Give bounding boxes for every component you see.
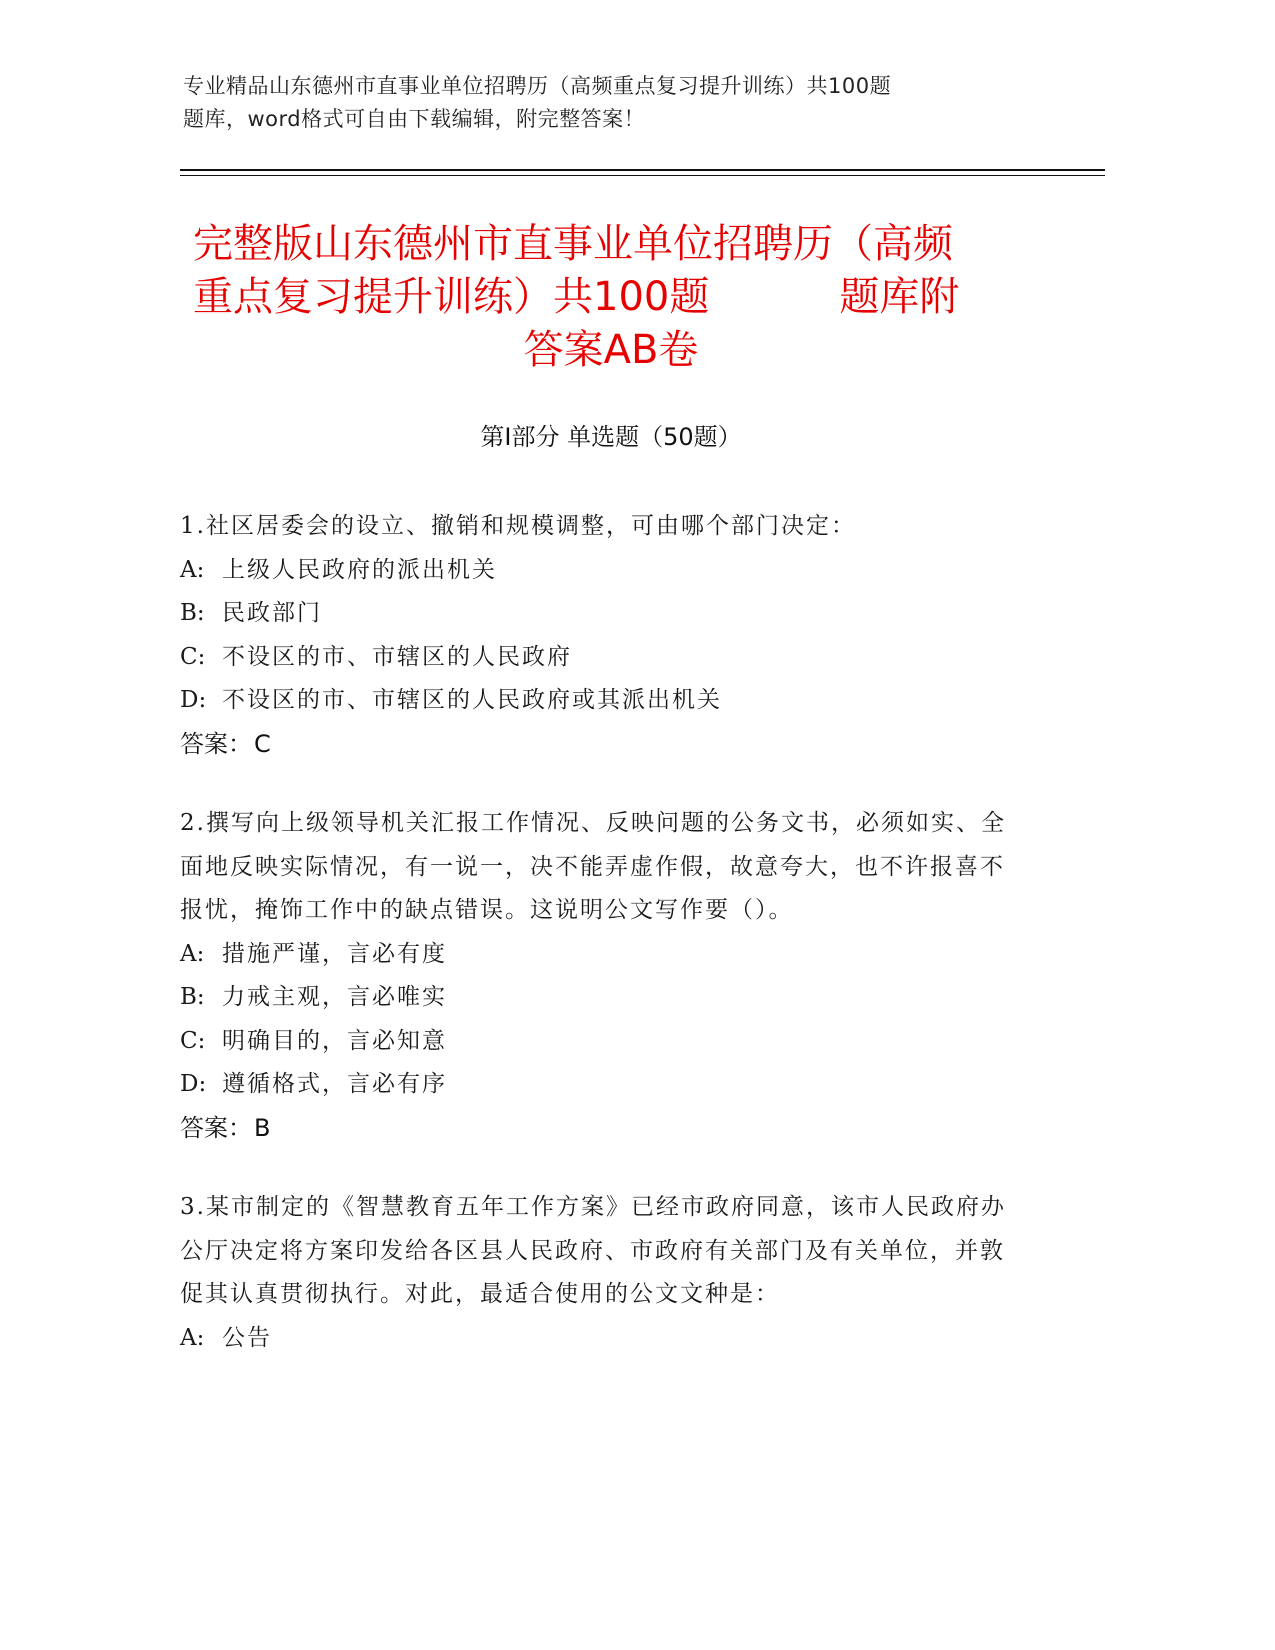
answer-value: B <box>254 1113 271 1142</box>
option-text: 措施严谨，言必有度 <box>222 940 447 967</box>
title-line-2 <box>180 271 1042 324</box>
answer-line <box>180 1107 1020 1151</box>
option-letter: D: <box>180 1071 207 1097</box>
option-c <box>180 1020 1020 1064</box>
option-text: 力戒主观，言必唯实 <box>222 984 447 1010</box>
question-1 <box>180 505 1020 766</box>
option-text: 民政部门 <box>222 600 322 626</box>
option-a <box>180 933 1020 977</box>
answer-value: C <box>254 729 271 758</box>
option-letter: A: <box>180 556 205 583</box>
option-text: 不设区的市、市辖区的人民政府 <box>222 643 572 670</box>
header-note-line-1: 专业精品山东德州市直事业单位招聘历（高频重点复习提升训练）共100题 <box>183 74 892 98</box>
question-stem: 3.某市制定的《智慧教育五年工作方案》已经市政府同意，该市人民政府办公厅决定将方案印发给各区县人民政府、市政府有关部门及有关单位，并敦促其认真贯彻执行。对此，最适合使用的公文文种是： <box>180 1194 1006 1307</box>
option-b <box>180 976 1020 1020</box>
option-letter: B: <box>180 984 205 1010</box>
section-heading: 第Ⅰ部分 单选题（50题） <box>480 423 742 451</box>
header-note-line-2: 题库，word格式可自由下载编辑，附完整答案！ <box>183 107 646 131</box>
option-text: 不设区的市、市辖区的人民政府或其派出机关 <box>222 687 722 713</box>
answer-line <box>180 723 1020 767</box>
option-letter: D: <box>180 687 207 713</box>
option-d <box>180 679 1020 723</box>
option-letter: B: <box>180 600 205 626</box>
title-line-3: 答案AB卷 <box>523 327 699 373</box>
option-letter: C: <box>180 1027 206 1054</box>
question-list <box>180 505 1020 1396</box>
option-text: 明确目的，言必知意 <box>222 1027 447 1054</box>
title-line-2-part-a: 重点复习提升训练）共100题 <box>193 274 710 320</box>
header-divider-thick <box>180 169 1105 171</box>
option-letter: A: <box>180 940 205 967</box>
answer-label: 答案： <box>180 1113 252 1142</box>
document-title <box>180 218 1042 377</box>
option-d <box>180 1063 1020 1107</box>
header-divider-thin <box>180 175 1105 176</box>
question-2 <box>180 802 1020 1150</box>
question-stem: 2.撰写向上级领导机关汇报工作情况、反映问题的公务文书，必须如实、全面地反映实际情况，有一说一，决不能弄虚作假，故意夸大，也不许报喜不报忧，掩饰工作中的缺点错误。这说明公文写作要（）。 <box>180 810 1006 923</box>
option-letter: C: <box>180 643 206 670</box>
option-text: 公告 <box>222 1324 272 1351</box>
option-letter: A: <box>180 1324 205 1351</box>
header-note <box>183 70 1003 136</box>
question-stem: 1.社区居委会的设立、撤销和规模调整，可由哪个部门决定： <box>180 513 856 539</box>
title-line-1: 完整版山东德州市直事业单位招聘历（高频 <box>193 221 953 267</box>
question-3 <box>180 1186 1020 1360</box>
option-b <box>180 592 1020 636</box>
option-a <box>180 1317 1020 1361</box>
answer-label: 答案： <box>180 729 252 758</box>
option-text: 上级人民政府的派出机关 <box>222 556 497 583</box>
option-text: 遵循格式，言必有序 <box>222 1071 447 1097</box>
option-c <box>180 636 1020 680</box>
option-a <box>180 549 1020 593</box>
title-line-2-part-b: 题库附 <box>839 274 960 320</box>
